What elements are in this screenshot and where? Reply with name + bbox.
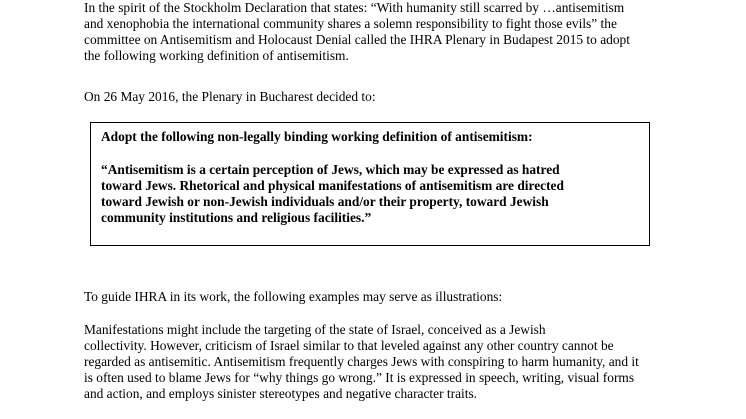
definition-text — [101, 162, 639, 226]
intro-line: In the spirit of the Stockholm Declaration that states: “With humanity still scarred by …antisemitism — [84, 0, 625, 15]
plenary-decision-text: On 26 May 2016, the Plenary in Bucharest decided to: — [84, 89, 376, 104]
definition-line: toward Jews. Rhetorical and physical manifestations of antisemitism are directed — [101, 178, 564, 193]
manifestations-line: collectivity. However, criticism of Israel similar to that leveled against any other country cannot be — [84, 338, 614, 353]
intro-paragraph — [84, 0, 724, 64]
intro-line: committee on Antisemitism and Holocaust Denial called the IHRA Plenary in Budapest 2015 to adopt — [84, 32, 630, 47]
manifestations-line: regarded as antisemitic. Antisemitism frequently charges Jews with conspiring to harm humanity, and it — [84, 354, 639, 369]
definition-line: “Antisemitism is a certain perception of Jews, which may be expressed as hatred — [101, 162, 560, 177]
manifestations-paragraph — [84, 322, 734, 402]
intro-line: the following working definition of antisemitism. — [84, 48, 349, 63]
guide-text: To guide IHRA in its work, the following examples may serve as illustrations: — [84, 289, 503, 304]
definition-box — [90, 122, 650, 246]
manifestations-line: Manifestations might include the targeting of the state of Israel, conceived as a Jewish — [84, 322, 546, 337]
definition-line: community institutions and religious facilities.” — [101, 210, 372, 225]
manifestations-line: is often used to blame Jews for “why things go wrong.” It is expressed in speech, writing, visual forms — [84, 370, 635, 385]
intro-line: and xenophobia the international community shares a solemn responsibility to fight those evils” the — [84, 16, 617, 31]
manifestations-line: and action, and employs sinister stereotypes and negative character traits. — [84, 386, 478, 401]
definition-heading: Adopt the following non-legally binding working definition of antisemitism: — [101, 129, 533, 144]
definition-line: toward Jewish or non-Jewish individuals and/or their property, toward Jewish — [101, 194, 549, 209]
